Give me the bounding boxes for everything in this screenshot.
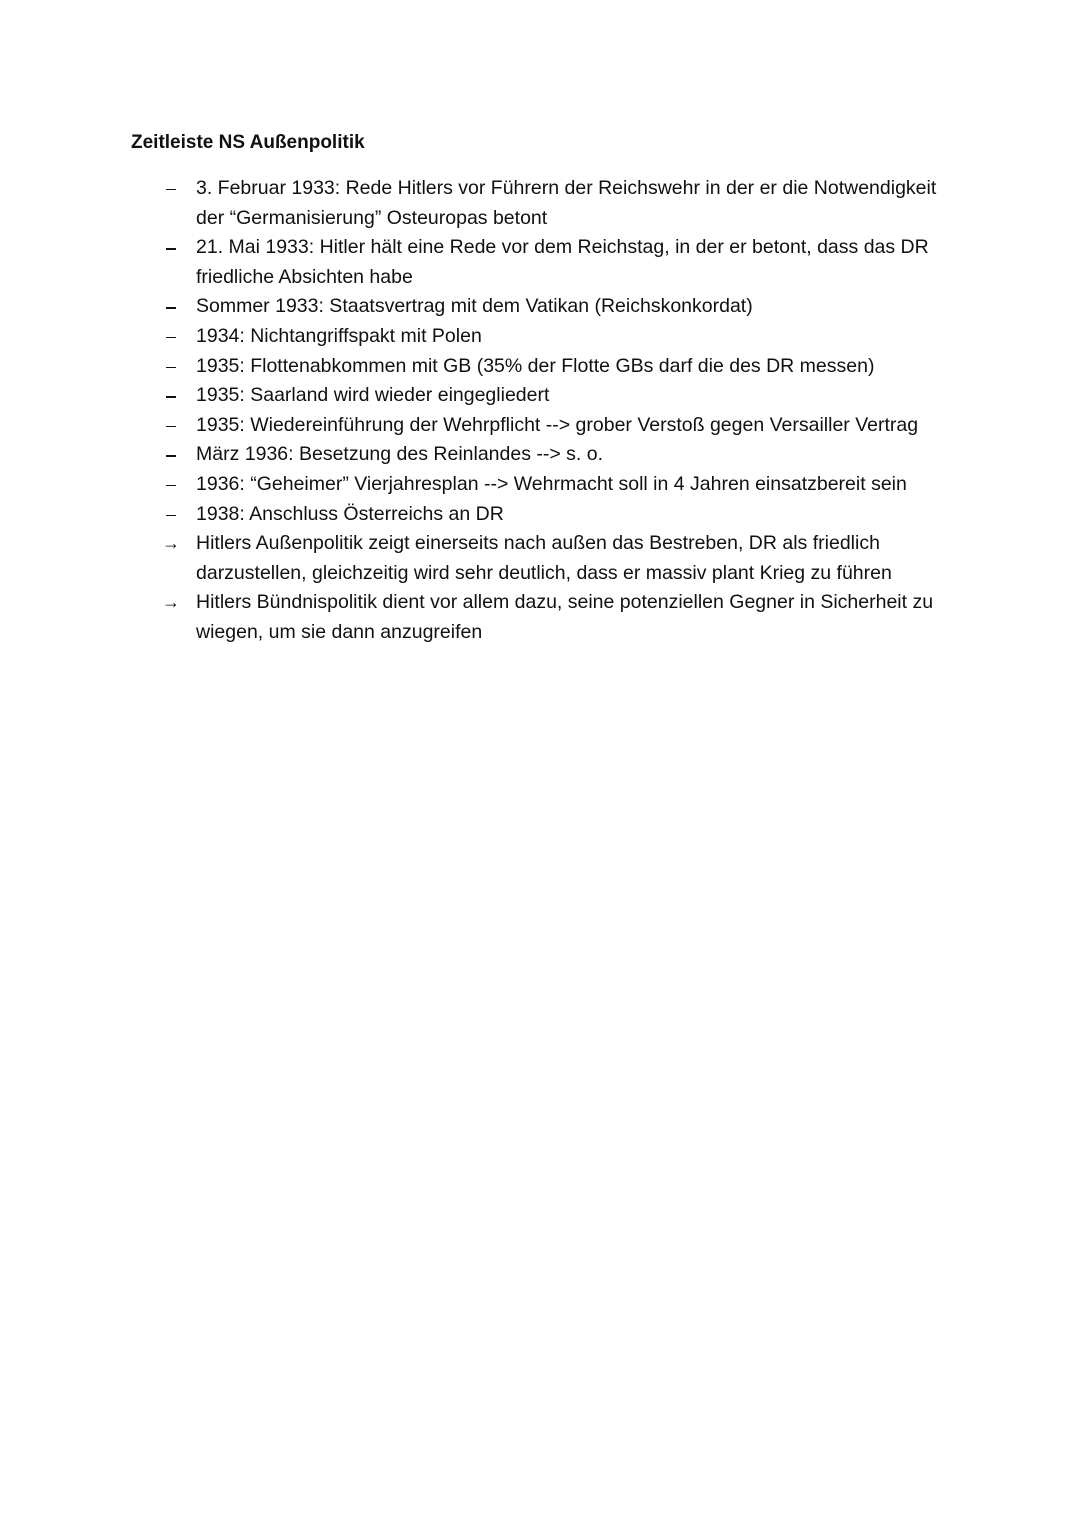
conclusion-text: Hitlers Außenpolitik zeigt einerseits nach außen das Bestreben, DR als friedlich darzustellen, gleichzeitig wird sehr deutlich, dass er massiv plant Krieg zu führen: [196, 532, 892, 584]
list-item-text: 1935: Flottenabkommen mit GB (35% der Flotte GBs darf die des DR messen): [196, 354, 875, 377]
list-item-text: 1936: “Geheimer” Vierjahresplan --> Wehrmacht soll in 4 Jahren einsatzbereit sein: [196, 472, 907, 495]
list-item: [162, 174, 962, 233]
list-item: [162, 470, 962, 500]
list-item-text: 3. Februar 1933: Rede Hitlers vor Führern der Reichswehr in der er die Notwendigkeit der “Germanisierung” Osteuropas betont: [196, 177, 937, 229]
conclusion-text: Hitlers Bündnispolitik dient vor allem dazu, seine potenziellen Gegner in Sicherheit zu wiegen, um sie dann anzugreifen: [196, 591, 934, 643]
arrow-right-icon: →: [162, 592, 180, 613]
list-item: [162, 381, 962, 411]
list-item: [162, 440, 962, 470]
list-item: [162, 292, 962, 322]
list-item: [162, 411, 962, 441]
list-item: [162, 500, 962, 530]
list-item-text: März 1936: Besetzung des Reinlandes --> s. o.: [196, 443, 604, 466]
page-title: Zeitleiste NS Außenpolitik: [131, 132, 365, 153]
list-item-text: 1934: Nichtangriffspakt mit Polen: [196, 324, 482, 347]
timeline-list: [162, 174, 962, 648]
list-item-text: 21. Mai 1933: Hitler hält eine Rede vor dem Reichstag, in der er betont, dass das DR friedliche Absichten habe: [196, 236, 929, 288]
list-item-text: 1938: Anschluss Österreichs an DR: [196, 502, 504, 525]
list-item: [162, 233, 962, 292]
conclusion-item: [162, 588, 962, 647]
list-item-text: 1935: Saarland wird wieder eingegliedert: [196, 384, 550, 407]
list-item: [162, 322, 962, 352]
arrow-right-icon: →: [162, 533, 180, 554]
list-item: [162, 352, 962, 382]
list-item-text: Sommer 1933: Staatsvertrag mit dem Vatikan (Reichskonkordat): [196, 295, 753, 318]
conclusion-item: [162, 529, 962, 588]
list-item-text: 1935: Wiedereinführung der Wehrpflicht --> grober Verstoß gegen Versailler Vertrag: [196, 413, 919, 436]
